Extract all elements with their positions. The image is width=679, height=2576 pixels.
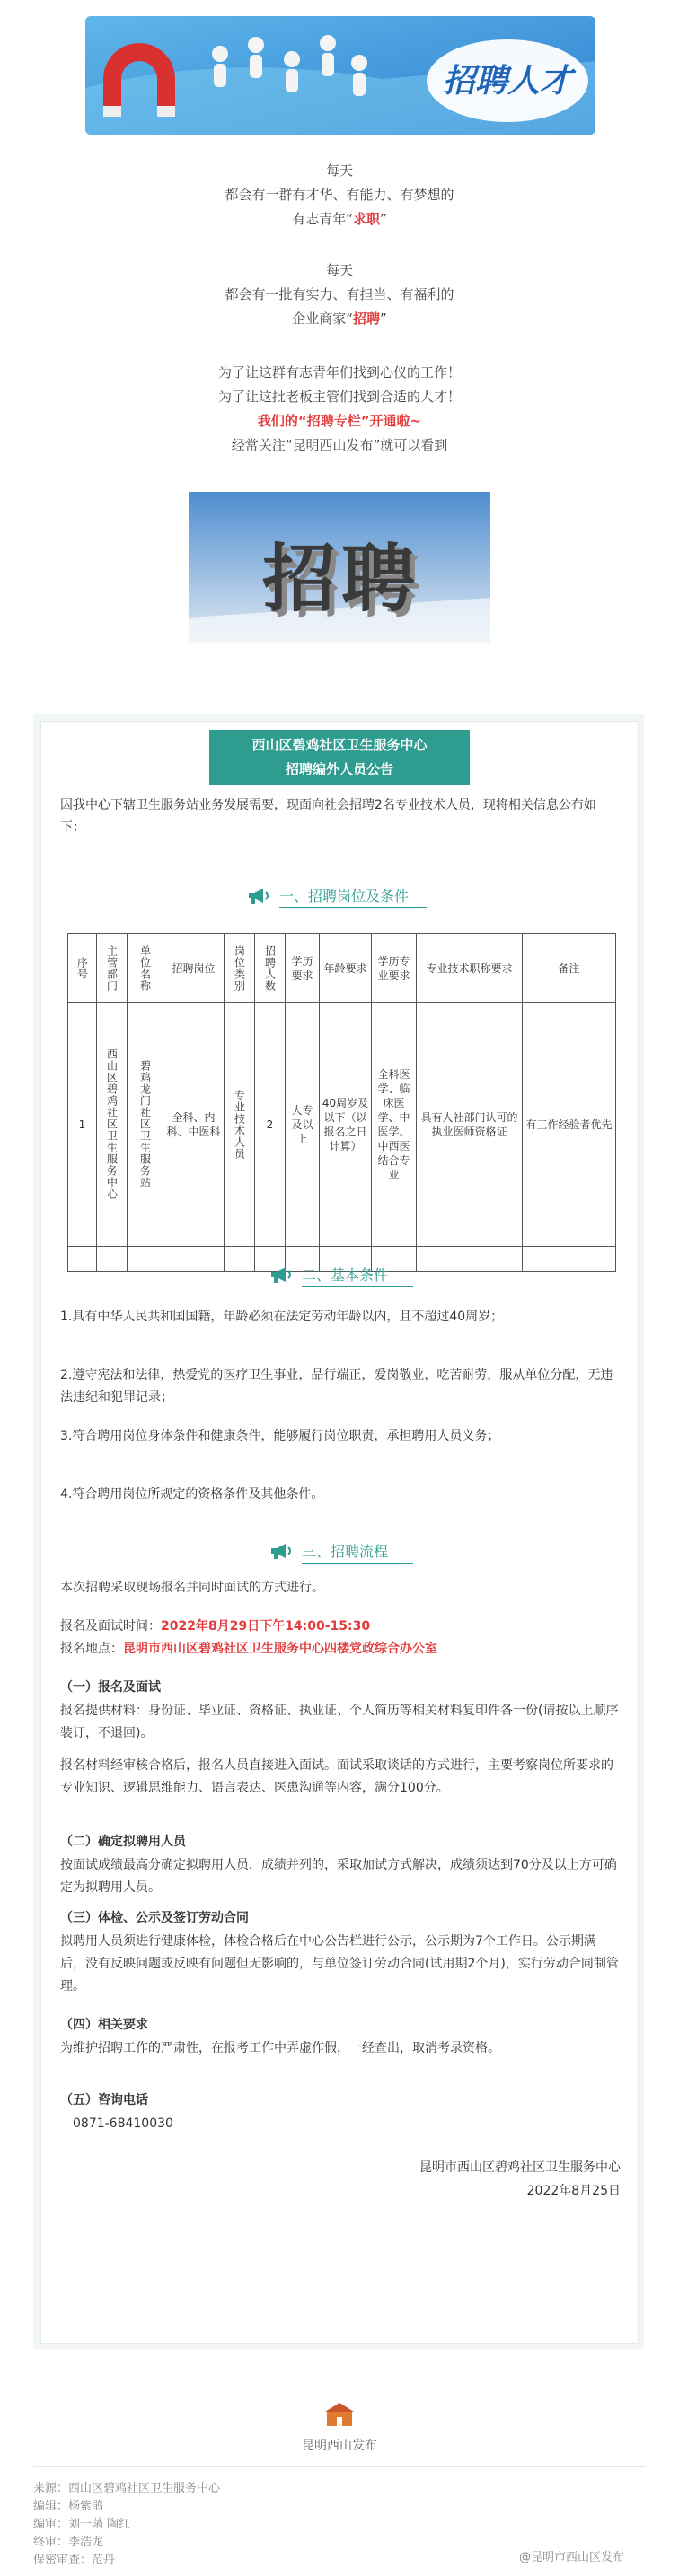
subsection-title: （二）确定拟聘用人员 xyxy=(60,1835,186,1849)
recruit-banner xyxy=(85,16,595,135)
condition-item: 1.具有中华人民共和国国籍，年龄必须在法定劳动年龄以内，且不超过40周岁； xyxy=(60,1310,504,1324)
meta-source: 来源：西山区碧鸡社区卫生服务中心 xyxy=(33,2482,221,2495)
subsection-title: （一）报名及面试 xyxy=(60,1680,161,1695)
intro-highlight: 求职 xyxy=(352,211,380,227)
subsection-paragraph: 按面试成绩最高分确定拟聘用人员，成绩并列的，采取加试方式解决，成绩须达到70分及以上方可确定为拟聘用人员。 xyxy=(60,1858,617,1895)
intro-text: ” xyxy=(380,211,387,227)
subsection-title: （四）相关要求 xyxy=(60,2018,148,2032)
table-cell: 碧鸡龙门社区卫生服务站 xyxy=(128,1003,163,1247)
table-header-cell: 学历要求 xyxy=(286,934,320,1003)
table-row xyxy=(68,1003,616,1247)
table-header-cell: 专业技术职称要求 xyxy=(417,934,523,1003)
sign-date: 2022年8月25日 xyxy=(526,2184,621,2198)
section-heading-conditions xyxy=(269,1264,413,1287)
section-underline xyxy=(302,1286,413,1287)
signup-place-label: 报名地点： xyxy=(60,1642,123,1656)
table-header-cell: 学历专业要求 xyxy=(372,934,417,1003)
recruit-image xyxy=(189,492,490,643)
table-cell: 全科医学、临床医学、中医学、中西医结合专业 xyxy=(372,1003,417,1247)
notice-title xyxy=(209,730,470,785)
intro-line xyxy=(0,207,679,232)
section-underline xyxy=(279,907,427,908)
notice-title-line1: 西山区碧鸡社区卫生服务中心 xyxy=(251,737,428,753)
table-cell: 专业技术人员 xyxy=(225,1003,255,1247)
table-header-row xyxy=(68,934,616,1003)
notice-lead: 因我中心下辖卫生服务站业务发展需要，现面向社会招聘2名专业技术人员，现将相关信息公布如下： xyxy=(60,798,596,835)
condition-item: 3.符合聘用岗位身体条件和健康条件，能够履行岗位职责，承担聘用人员义务； xyxy=(60,1429,500,1443)
table-header-cell: 招聘岗位 xyxy=(163,934,225,1003)
condition-item: 4.符合聘用岗位所规定的资格条件及其他条件。 xyxy=(60,1487,324,1502)
signup-place xyxy=(60,1638,621,1660)
megaphone-icon xyxy=(269,1542,293,1560)
intro-line xyxy=(0,307,679,331)
brand-name: 昆明西山发布 xyxy=(302,2439,377,2453)
recruit-3d-text: 招聘 xyxy=(261,537,420,622)
subsection-paragraph: 为维护招聘工作的严肃性，在报考工作中弄虚作假，一经查出，取消考录资格。 xyxy=(60,2041,500,2055)
signup-time-value: 2022年8月29日下午14:00-15:30 xyxy=(161,1619,371,1634)
table-cell: 有工作经验者优先 xyxy=(523,1003,616,1247)
intro-text: 有志青年“ xyxy=(292,211,353,227)
intro-line: 为了让这群有志青年们找到心仪的工作！ xyxy=(217,364,461,381)
subsection-title: （五）咨询电话 xyxy=(60,2093,148,2107)
footer-divider xyxy=(33,2466,646,2467)
condition-item: 2.遵守宪法和法律，热爱党的医疗卫生事业，品行端正，爱岗敬业，吃苦耐劳，服从单位分配，无违法违纪和犯罪记录； xyxy=(60,1368,613,1405)
intro-line: 为了让这批老板主管们找到合适的人才！ xyxy=(217,389,461,405)
section-title: 一、招聘岗位及条件 xyxy=(279,888,410,905)
table-cell: 全科、内科、中医科 xyxy=(163,1003,225,1247)
intro-line: 经常关注“昆明西山发布”就可以看到 xyxy=(231,437,448,453)
brand-logo-icon xyxy=(323,2401,356,2428)
meta-reviewer: 编审：刘一菡 陶红 xyxy=(33,2518,131,2531)
contact-phone: 0871-68410030 xyxy=(73,2116,173,2131)
table-header-cell: 备注 xyxy=(523,934,616,1003)
section-heading-process xyxy=(269,1540,413,1564)
section-title: 三、招聘流程 xyxy=(302,1543,389,1560)
section-title: 二、基本条件 xyxy=(302,1266,389,1284)
table-header-cell: 招聘人数 xyxy=(255,934,286,1003)
meta-security: 保密审查：范丹 xyxy=(33,2554,116,2567)
intro-text: ” xyxy=(380,311,387,327)
table-header-cell: 单位名称 xyxy=(128,934,163,1003)
section-underline xyxy=(302,1563,413,1564)
weibo-watermark: @昆明市西山区发布 xyxy=(519,2551,625,2564)
intro-line: 每天 xyxy=(325,162,353,179)
intro-text: 企业商家“ xyxy=(292,311,353,327)
intro-line: 都会有一群有才华、有能力、有梦想的 xyxy=(225,187,454,203)
meta-final-reviewer: 终审：李浩龙 xyxy=(33,2536,104,2549)
table-header-cell: 主管部门 xyxy=(97,934,128,1003)
signup-time xyxy=(60,1616,621,1638)
meta-editor: 编辑：杨紫鹃 xyxy=(33,2500,104,2513)
intro-column-announce: 我们的“招聘专栏”开通啦~ xyxy=(257,413,422,429)
intro-line: 都会有一批有实力、有担当、有福利的 xyxy=(225,286,454,302)
intro-line: 每天 xyxy=(325,262,353,278)
process-lead: 本次招聘采取现场报名并同时面试的方式进行。 xyxy=(60,1581,324,1595)
banner-slogan: 招聘人才 xyxy=(442,63,572,100)
intro-highlight: 招聘 xyxy=(352,311,380,327)
notice-title-line2: 招聘编外人员公告 xyxy=(285,761,393,777)
megaphone-icon xyxy=(269,1266,293,1284)
positions-table xyxy=(67,933,616,1272)
subsection-paragraph: 报名提供材料：身份证、毕业证、资格证、执业证、个人简历等相关材料复印件各一份(请按以上顺序装订，不退回)。 xyxy=(60,1704,619,1740)
table-cell: 2 xyxy=(255,1003,286,1247)
section-heading-positions xyxy=(247,885,427,908)
sign-org: 昆明市西山区碧鸡社区卫生服务中心 xyxy=(419,2160,621,2175)
table-header-cell: 岗位类别 xyxy=(225,934,255,1003)
table-header-cell: 年龄要求 xyxy=(320,934,372,1003)
signup-time-label: 报名及面试时间： xyxy=(60,1619,161,1634)
table-cell: 40周岁及以下（以报名之日计算） xyxy=(320,1003,372,1247)
subsection-title: （三）体检、公示及签订劳动合同 xyxy=(60,1911,249,1925)
table-cell: 大专及以上 xyxy=(286,1003,320,1247)
subsection-paragraph: 报名材料经审核合格后，报名人员直接进入面试。面试采取谈话的方式进行，主要考察岗位所要求的专业知识、逻辑思维能力、语言表达、医患沟通等内容，满分100分。 xyxy=(60,1758,613,1795)
table-cell: 具有人社部门认可的执业医师资格证 xyxy=(417,1003,523,1247)
table-cell: 西山区碧鸡社区卫生服务中心 xyxy=(97,1003,128,1247)
table-cell: 1 xyxy=(68,1003,97,1247)
table-header-cell: 序号 xyxy=(68,934,97,1003)
signup-place-value: 昆明市西山区碧鸡社区卫生服务中心四楼党政综合办公室 xyxy=(123,1642,437,1656)
megaphone-icon xyxy=(247,887,270,905)
subsection-paragraph: 拟聘用人员须进行健康体检，体检合格后在中心公告栏进行公示，公示期为7个工作日。公示期满后，没有反映问题或反映有问题但无影响的，与单位签订劳动合同(试用期2个月)，实行劳动合同制管理。 xyxy=(60,1934,619,1993)
